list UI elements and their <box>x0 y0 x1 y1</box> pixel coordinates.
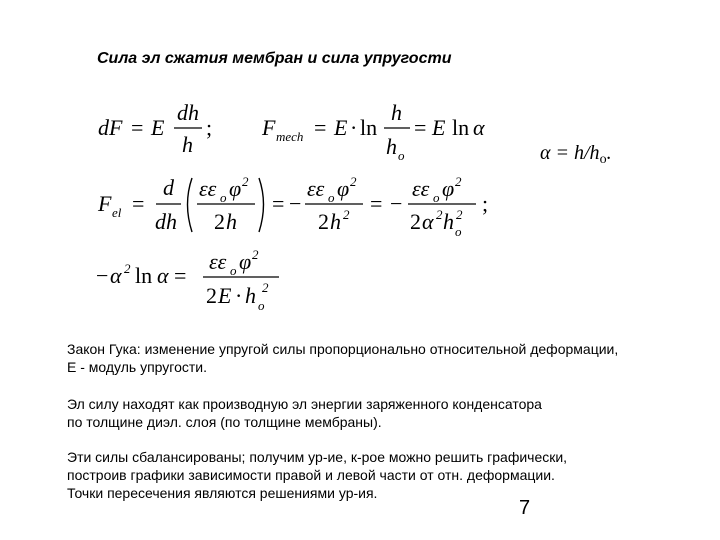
svg-text:h: h <box>391 100 402 125</box>
svg-text:2: 2 <box>318 209 329 234</box>
svg-text:α: α <box>110 263 122 288</box>
svg-text:2: 2 <box>206 283 217 308</box>
svg-text:φ: φ <box>337 176 350 201</box>
svg-text:φ: φ <box>442 176 455 201</box>
svg-text:2: 2 <box>455 174 462 189</box>
svg-text:−: − <box>289 191 302 216</box>
svg-text:εε: εε <box>199 176 217 201</box>
svg-text:o: o <box>455 224 462 239</box>
svg-text:o: o <box>398 148 405 163</box>
svg-text:=: = <box>131 115 144 140</box>
svg-text:2: 2 <box>124 261 131 276</box>
svg-text:h: h <box>226 209 237 234</box>
alpha-period: . <box>606 142 612 164</box>
svg-text:h: h <box>245 283 256 308</box>
svg-text:εε: εε <box>412 176 430 201</box>
svg-text:o: o <box>328 190 335 205</box>
paragraph-electric-force <box>67 395 687 431</box>
text-line: Эл силу находят как производную эл энергии заряженного конденсатора <box>67 396 542 412</box>
svg-text:2: 2 <box>456 207 463 222</box>
svg-text:h: h <box>182 132 193 157</box>
svg-text:α: α <box>422 209 434 234</box>
svg-text:α: α <box>473 115 485 140</box>
svg-text:o: o <box>230 263 237 278</box>
svg-text:=: = <box>370 191 383 216</box>
alpha-expression: α = h/h <box>540 142 600 164</box>
svg-text:2: 2 <box>262 280 269 295</box>
text-line: по толщине диэл. слоя (по толщине мембраны). <box>67 414 382 430</box>
svg-text:h: h <box>386 134 397 159</box>
svg-text:=: = <box>174 263 187 288</box>
svg-text:ln: ln <box>452 115 470 140</box>
svg-text:−: − <box>96 263 109 288</box>
svg-text:h: h <box>443 209 454 234</box>
formula-F-el <box>97 174 488 239</box>
text-line: E - модуль упругости. <box>67 359 208 375</box>
svg-text:E: E <box>432 115 446 140</box>
alpha-subscript: o <box>599 152 607 167</box>
svg-text:φ: φ <box>229 176 242 201</box>
svg-text:ln: ln <box>135 263 153 288</box>
svg-text:·: · <box>235 283 243 308</box>
page-number: 7 <box>519 497 531 519</box>
text-line: построив графики зависимости правой и левой части от отн. деформации. <box>67 467 555 483</box>
svg-text:=: = <box>272 191 285 216</box>
svg-text:−: − <box>390 191 403 216</box>
svg-text:εε: εε <box>209 249 227 274</box>
svg-text:E: E <box>334 115 348 140</box>
svg-text:dF: dF <box>98 115 123 140</box>
svg-text:d: d <box>163 175 174 200</box>
svg-text:;: ; <box>482 191 489 216</box>
svg-text:o: o <box>220 190 227 205</box>
svg-text:el: el <box>112 205 122 220</box>
svg-text:εε: εε <box>307 176 325 201</box>
svg-text:dh: dh <box>155 209 177 234</box>
svg-text:2: 2 <box>410 209 421 234</box>
svg-text:E: E <box>218 283 232 308</box>
svg-text:=: = <box>132 191 145 216</box>
svg-text:=: = <box>414 115 427 140</box>
alpha-definition <box>540 142 612 168</box>
svg-text:mech: mech <box>276 129 304 144</box>
svg-text:2: 2 <box>252 247 259 262</box>
svg-text:φ: φ <box>239 249 252 274</box>
svg-text:2: 2 <box>343 207 350 222</box>
svg-text:dh: dh <box>177 100 199 125</box>
svg-text:h: h <box>330 209 341 234</box>
text-line: Закон Гука: изменение упругой силы пропорционально относительной деформации, <box>67 341 619 357</box>
text-line: Эти силы сбалансированы; получим ур-ие, к-рое можно решить графически, <box>67 449 568 465</box>
svg-text:o: o <box>433 190 440 205</box>
svg-text:E: E <box>151 115 165 140</box>
svg-text:=: = <box>314 115 327 140</box>
svg-text:2: 2 <box>242 174 249 189</box>
svg-text:F: F <box>262 115 276 140</box>
svg-text:·: · <box>350 115 358 140</box>
slide-title: Сила эл сжатия мембран и сила упругости <box>97 50 452 67</box>
svg-text:F: F <box>98 191 112 216</box>
svg-text:;: ; <box>206 115 213 140</box>
formula-F-mech <box>261 100 485 163</box>
svg-text:ln: ln <box>360 115 378 140</box>
paragraph-balance <box>67 448 687 502</box>
svg-text:2: 2 <box>350 174 357 189</box>
svg-text:o: o <box>258 298 265 313</box>
paragraph-hooke-law <box>67 340 687 376</box>
svg-text:α: α <box>157 263 169 288</box>
text-line: Точки пересечения являются решениями ур-ия. <box>67 485 378 501</box>
formula-dF <box>98 100 212 157</box>
svg-text:2: 2 <box>436 207 443 222</box>
svg-text:2: 2 <box>214 209 225 234</box>
formula-balance <box>96 247 279 313</box>
